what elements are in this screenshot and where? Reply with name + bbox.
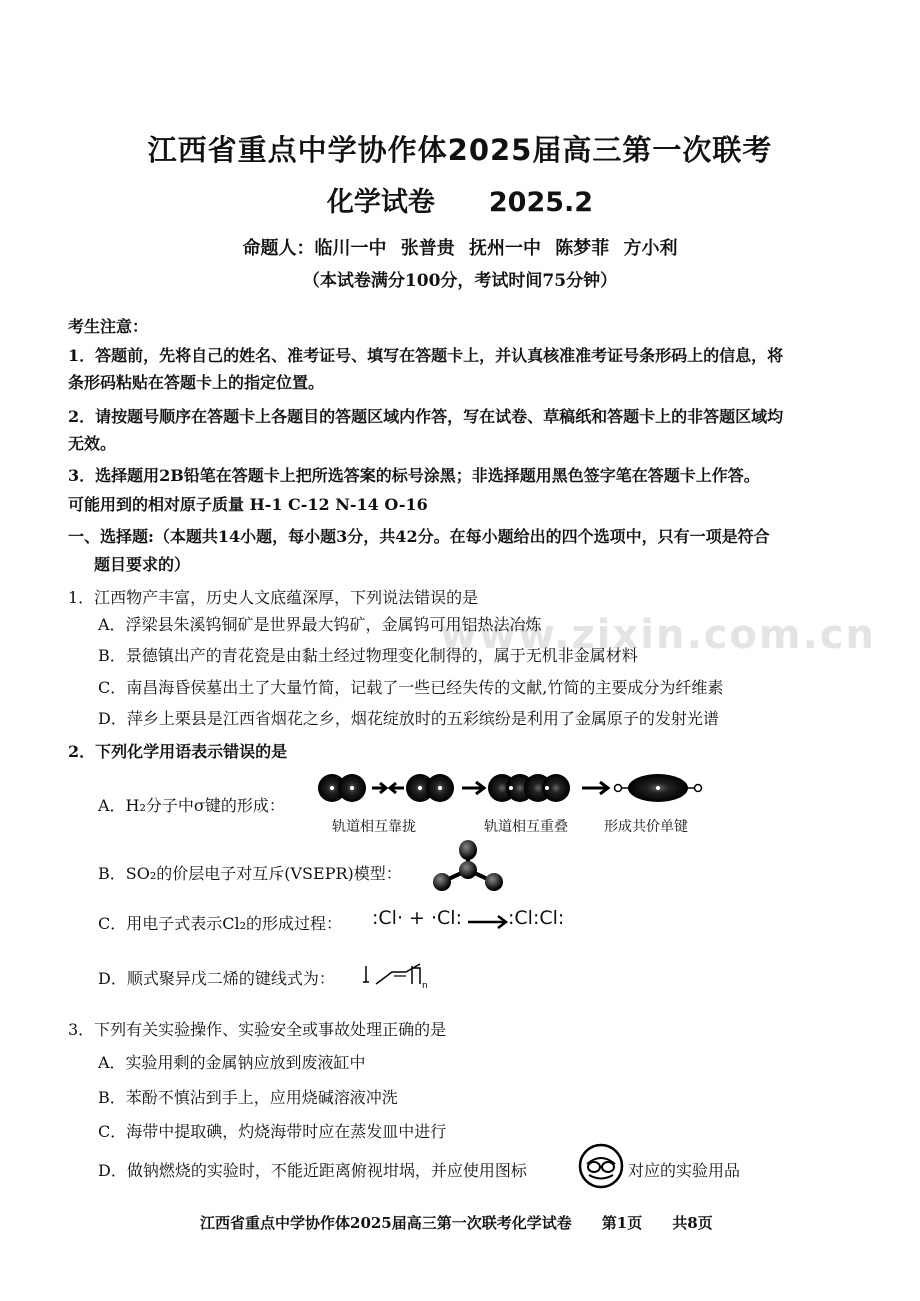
notice-item-3: 3．选择题用2B铅笔在答题卡上把所选答案的标号涂黑；非选择题用黑色签字笔在答题卡上作答。 xyxy=(68,466,760,485)
q3-option-a: A．实验用剩的金属钠应放到废液缸中 xyxy=(98,1053,366,1072)
reaction-arrow xyxy=(466,912,510,932)
notice-item-2a: 2．请按题号顺序在答题卡上各题目的答题区域内作答，写在试卷、草稿纸和答题卡上的非答题区域均 xyxy=(68,407,784,426)
svg-text:n: n xyxy=(422,981,428,991)
section-heading-a: 一、选择题:（本题共14小题，每小题3分，共42分。在每小题给出的四个选项中，只有一项是符合 xyxy=(68,527,770,546)
footer-total: 共8页 xyxy=(672,1214,713,1232)
notice-item-1b: 条形码粘贴在答题卡上的指定位置。 xyxy=(68,373,325,392)
footer-title: 江西省重点中学协作体2025届高三第一次联考化学试卷 xyxy=(200,1214,572,1232)
q1-option-d: D．萍乡上栗县是江西省烟花之乡，烟花绽放时的五彩缤纷是利用了金属原子的发射光谱 xyxy=(98,709,719,728)
orbital-overlap-diagram xyxy=(316,768,706,812)
notice-item-1a: 1．答题前，先将自己的姓名、准考证号、填写在答题卡上，并认真核准准考证号条形码上的信息，将 xyxy=(68,346,784,365)
q2-option-b: B．SO₂的价层电子对互斥(VSEPR)模型： xyxy=(98,864,402,883)
subject-line xyxy=(0,180,920,219)
q2-stem: 2．下列化学用语表示错误的是 xyxy=(68,742,288,761)
q2-option-c: C．用电子式表示Cl₂的形成过程： xyxy=(98,914,343,933)
q3-option-d-part2: 对应的实验用品 xyxy=(628,1161,741,1180)
section-heading-b: 题目要求的） xyxy=(94,555,191,574)
safety-goggles-icon xyxy=(577,1142,625,1190)
exam-title: 江西省重点中学协作体2025届高三第一次联考 xyxy=(147,133,773,167)
q2-caption-approach: 轨道相互靠拢 xyxy=(332,819,416,835)
q3-option-b: B．苯酚不慎沾到手上，应用烧碱溶液冲洗 xyxy=(98,1088,398,1107)
exam-date: 2025.2 xyxy=(488,187,594,218)
footer-page: 第1页 xyxy=(601,1214,643,1232)
lewis-reactants: :Cl· + ·Cl: xyxy=(372,907,462,929)
notice-heading: 考生注意： xyxy=(68,317,149,336)
q2-caption-bond: 形成共价单键 xyxy=(604,819,688,835)
page-footer xyxy=(200,1212,713,1233)
polyisoprene-skeletal-formula xyxy=(362,958,440,990)
q2-option-a: A．H₂分子中σ键的形成： xyxy=(98,796,285,815)
q1-option-a: A．浮梁县朱溪钨铜矿是世界最大钨矿，金属钨可用铝热法冶炼 xyxy=(98,615,542,634)
q3-stem: 3．下列有关实验操作、实验安全或事故处理正确的是 xyxy=(68,1020,447,1039)
lewis-product: :Cl:Cl: xyxy=(508,907,565,929)
atomic-mass: 可能用到的相对原子质量 H-1 C-12 N-14 O-16 xyxy=(68,495,428,514)
q1-option-c: C．南昌海昏侯墓出土了大量竹简，记载了一些已经失传的文献,竹简的主要成分为纤维素 xyxy=(98,678,724,697)
subject-title: 化学试卷 xyxy=(326,187,435,218)
notice-item-2b: 无效。 xyxy=(68,434,117,453)
exam-info: （本试卷满分100分，考试时间75分钟） xyxy=(302,271,618,291)
q3-option-c: C．海带中提取碘，灼烧海带时应在蒸发皿中进行 xyxy=(98,1122,447,1141)
q1-option-b: B．景德镇出产的青花瓷是由黏土经过物理变化制得的，属于无机非金属材料 xyxy=(98,646,638,665)
q2-caption-overlap: 轨道相互重叠 xyxy=(484,819,568,835)
q3-option-d-part1: D．做钠燃烧的实验时，不能近距离俯视坩埚，并应使用图标 xyxy=(98,1161,527,1180)
q2-option-d: D．顺式聚异戊二烯的键线式为： xyxy=(98,969,335,988)
q1-stem: 1．江西物产丰富，历史人文底蕴深厚，下列说法错误的是 xyxy=(68,588,479,607)
authors-line: 命题人：临川一中 张普贵 抚州一中 陈梦菲 方小利 xyxy=(242,238,678,259)
vsepr-model-diagram xyxy=(430,838,506,894)
watermark: www.zixin.com.cn xyxy=(440,612,876,658)
